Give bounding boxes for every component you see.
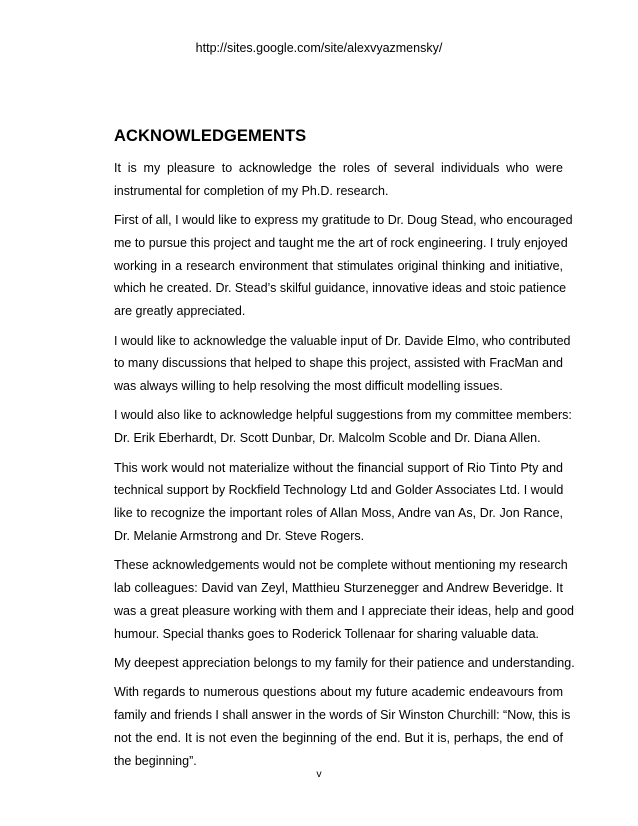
header-url[interactable]: http://sites.google.com/site/alexvyazmensky/ xyxy=(195,41,443,55)
text-line: It is my pleasure to acknowledge the roles of several individuals who were xyxy=(114,161,563,175)
text-line: This work would not materialize without the financial support of Rio Tinto Pty and xyxy=(114,460,563,475)
text-line: Dr. Erik Eberhardt, Dr. Scott Dunbar, Dr. Malcolm Scoble and Dr. Diana Allen. xyxy=(114,431,541,446)
paragraph xyxy=(114,157,563,203)
paragraph xyxy=(114,457,563,548)
paragraph xyxy=(114,652,575,675)
text-line: the beginning”. xyxy=(114,753,197,768)
text-line: humour. Special thanks goes to Roderick Tollenaar for sharing valuable data. xyxy=(114,626,540,641)
page-number: v xyxy=(316,768,322,780)
text-line: are greatly appreciated. xyxy=(114,304,246,319)
text-line: Dr. Melanie Armstrong and Dr. Steve Rogers. xyxy=(114,528,365,543)
text-line: was a great pleasure working with them and I appreciate their ideas, help and good xyxy=(114,603,575,618)
text-line: I would like to acknowledge the valuable input of Dr. Davide Elmo, who contributed xyxy=(114,333,571,348)
text-line: These acknowledgements would not be complete without mentioning my research xyxy=(114,558,568,573)
paragraph xyxy=(114,330,571,398)
text-line: to many discussions that helped to shape this project, assisted with FracMan and xyxy=(114,356,563,371)
text-line: technical support by Rockfield Technology Ltd and Golder Associates Ltd. I would xyxy=(114,483,564,498)
text-line: lab colleagues: David van Zeyl, Matthieu Sturzenegger and Andrew Beveridge. It xyxy=(114,581,563,596)
text-line: working in a research environment that stimulates original thinking and initiative, xyxy=(114,258,563,273)
text-line: I would also like to acknowledge helpful suggestions from my committee members: xyxy=(114,408,572,423)
paragraph xyxy=(114,554,575,645)
text-line: With regards to numerous questions about my future academic endeavours from xyxy=(114,685,563,700)
paragraph xyxy=(114,209,573,323)
text-line: like to recognize the important roles of Allan Moss, Andre van As, Dr. Jon Rance, xyxy=(114,506,563,521)
paragraph xyxy=(114,404,572,450)
text-line: instrumental for completion of my Ph.D. research. xyxy=(114,183,389,198)
text-line: not the end. It is not even the beginning of the end. But it is, perhaps, the end of xyxy=(114,730,563,745)
page-title: ACKNOWLEDGEMENTS xyxy=(114,127,307,145)
text-line: was always willing to help resolving the most difficult modelling issues. xyxy=(114,379,503,394)
text-line: family and friends I shall answer in the words of Sir Winston Churchill: “Now, this is xyxy=(114,708,571,723)
text-line: me to pursue this project and taught me the art of rock engineering. I truly enjoyed xyxy=(114,235,568,250)
text-line: which he created. Dr. Stead’s skilful guidance, innovative ideas and stoic patience xyxy=(114,281,567,296)
text-line: My deepest appreciation belongs to my family for their patience and understanding. xyxy=(114,655,575,670)
text-line: First of all, I would like to express my gratitude to Dr. Doug Stead, who encouraged xyxy=(114,213,573,228)
paragraph xyxy=(114,681,571,772)
page-content xyxy=(114,126,575,779)
